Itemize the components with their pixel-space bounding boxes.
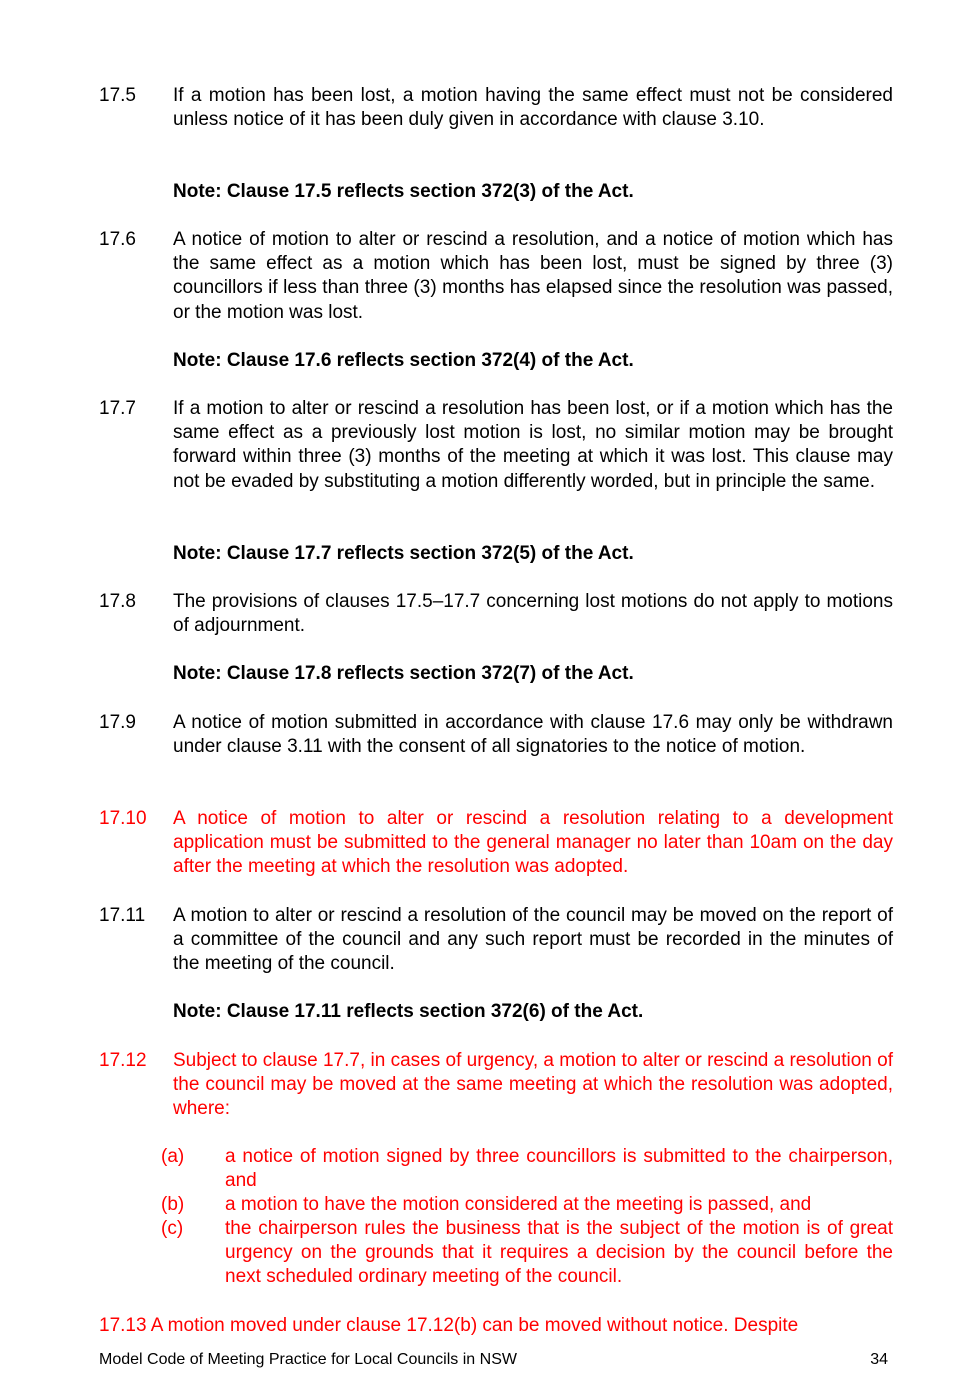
subitem-letter: (b) <box>161 1194 185 1215</box>
clause-17-8 <box>99 590 893 638</box>
subitem-text: the chairperson rules the business that is the subject of the motion is of great urgency on the grounds that it requires a decision by the council before the next scheduled ordinary meeting of the council. <box>225 1218 893 1288</box>
clause-number: 17.6 <box>99 229 136 250</box>
clause-17-13 <box>99 1314 893 1338</box>
subitem-text: a notice of motion signed by three councillors is submitted to the chairperson, and <box>225 1146 893 1192</box>
subitem-a <box>161 1145 893 1193</box>
clause-number: 17.7 <box>99 398 136 419</box>
clause-17-12 <box>99 1049 893 1122</box>
subitem-text: a motion to have the motion considered at the meeting is passed, and <box>225 1194 812 1215</box>
page-footer <box>99 1350 888 1370</box>
page-number: 34 <box>870 1351 888 1368</box>
clause-note: Note: Clause 17.11 reflects section 372(6) of the Act. <box>173 1001 644 1022</box>
clause-text: A notice of motion to alter or rescind a resolution relating to a development application must be submitted to the general manager no later than 10am on the day after the meeting at which the resolution was adopted. <box>173 808 893 878</box>
clause-17-9 <box>99 711 893 759</box>
clause-text: A motion to alter or rescind a resolution of the council may be moved on the report of a committee of the council and any such report must be recorded in the minutes of the meeting of the council. <box>173 905 893 975</box>
clause-number: 17.12 <box>99 1050 147 1071</box>
subitem-letter: (a) <box>161 1146 185 1167</box>
clause-note: Note: Clause 17.8 reflects section 372(7) of the Act. <box>173 663 634 684</box>
clause-text: A notice of motion submitted in accordance with clause 17.6 may only be withdrawn under clause 3.11 with the consent of all signatories to the notice of motion. <box>173 712 893 758</box>
clause-note: Note: Clause 17.6 reflects section 372(4) of the Act. <box>173 350 634 371</box>
clause-text: If a motion has been lost, a motion having the same effect must not be considered unless notice of it has been duly given in accordance with clause 3.10. <box>173 85 893 131</box>
subitem-letter: (c) <box>161 1218 184 1239</box>
clause-number: 17.8 <box>99 591 136 612</box>
footer-title: Model Code of Meeting Practice for Local Councils in NSW <box>99 1351 517 1368</box>
clause-17-10 <box>99 807 893 880</box>
clause-note: Note: Clause 17.7 reflects section 372(5) of the Act. <box>173 543 634 564</box>
subitem-b <box>161 1193 893 1217</box>
clause-text: The provisions of clauses 17.5–17.7 concerning lost motions do not apply to motions of adjournment. <box>173 591 893 637</box>
clause-text: Subject to clause 17.7, in cases of urgency, a motion to alter or rescind a resolution of the council may be moved at the same meeting at which the resolution was adopted, where: <box>173 1050 893 1120</box>
clause-number: 17.9 <box>99 712 136 733</box>
clause-number: 17.11 <box>99 905 146 926</box>
clause-17-6 <box>99 228 893 325</box>
clause-number: 17.5 <box>99 85 136 106</box>
clause-17-5 <box>99 84 893 132</box>
clause-17-7 <box>99 397 893 494</box>
clause-note: Note: Clause 17.5 reflects section 372(3) of the Act. <box>173 181 634 202</box>
clause-17-11 <box>99 904 893 977</box>
clause-number: 17.13 <box>99 1315 147 1336</box>
subitem-c <box>161 1217 893 1290</box>
clause-text: A notice of motion to alter or rescind a resolution, and a notice of motion which has the same effect as a motion which has been lost, must be signed by three (3) councillors if less than three (3) months has elapsed since the resolution was passed, or the motion was lost. <box>173 229 893 323</box>
clause-text: A motion moved under clause 17.12(b) can be moved without notice. Despite <box>150 1315 799 1336</box>
clause-text: If a motion to alter or rescind a resolution has been lost, or if a motion which has the same effect as a previously lost motion is lost, no similar motion may be brought forward within three (3) months of the meeting at which it was lost. This clause may not be evaded by substituting a motion differently worded, but in principle the same. <box>173 398 893 492</box>
clause-number: 17.10 <box>99 808 147 829</box>
